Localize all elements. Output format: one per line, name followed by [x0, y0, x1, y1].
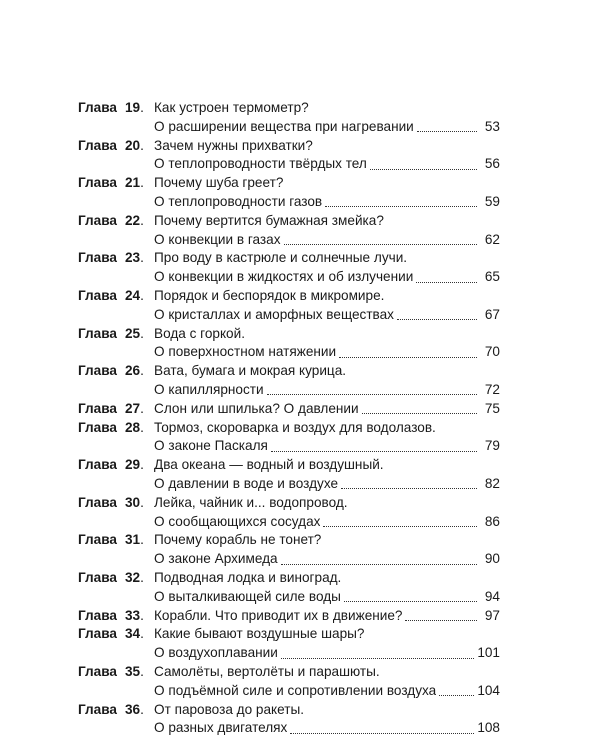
chapter-word: Глава [78, 457, 117, 473]
toc-chapter[interactable] [78, 137, 500, 175]
dot-leader [284, 243, 478, 245]
chapter-subtitle-line [78, 306, 500, 325]
chapter-subtitle-line [78, 437, 500, 456]
chapter-label: Глава 29 . [78, 456, 154, 475]
dot-leader [341, 487, 477, 489]
dot-leader [281, 657, 474, 659]
chapter-title-line [78, 174, 500, 193]
chapter-title: Вата, бумага и мокрая курица. [154, 363, 347, 379]
chapter-label: Глава 30 . [78, 494, 154, 513]
toc-chapter[interactable] [78, 99, 500, 137]
dot-leader [439, 694, 474, 696]
chapter-label: Глава 24 . [78, 287, 154, 306]
chapter-page-number: 56 [484, 156, 500, 172]
chapter-number: 33 [124, 607, 141, 623]
chapter-page-number: 62 [484, 231, 500, 247]
chapter-word: Глава [78, 663, 117, 679]
dot-leader [417, 130, 477, 132]
dot-leader [271, 450, 477, 452]
toc-chapter[interactable] [78, 362, 500, 400]
dot-leader [267, 393, 477, 395]
chapter-subtitle: О теплопроводности твёрдых тел [154, 156, 367, 172]
chapter-title-line [78, 99, 500, 118]
chapter-title-line [78, 531, 500, 550]
chapter-number: 31 [124, 532, 141, 548]
chapter-title: Почему корабль не тонет? [154, 532, 322, 548]
chapter-subtitle-line [78, 682, 500, 701]
chapter-title: Как устроен термометр? [154, 100, 309, 115]
chapter-label: Глава 25 . [78, 325, 154, 344]
chapter-word: Глава [78, 100, 117, 115]
chapter-number: 24 [124, 287, 141, 303]
chapter-number: 26 [124, 363, 141, 379]
chapter-title: Подводная лодка и виноград. [154, 569, 342, 585]
toc-chapter[interactable] [78, 569, 500, 607]
chapter-label: Глава 26 . [78, 362, 154, 381]
dot-leader [416, 281, 477, 283]
chapter-subtitle-line [78, 268, 500, 287]
chapter-label: Глава 31 . [78, 531, 154, 550]
chapter-title-line [78, 607, 500, 626]
chapter-title: Самолёты, вертолёты и парашюты. [154, 663, 380, 679]
chapter-subtitle: О конвекции в жидкостях и об излучении [154, 269, 414, 285]
chapter-subtitle-line [78, 475, 500, 494]
chapter-title-line [78, 663, 500, 682]
chapter-word: Глава [78, 532, 117, 548]
chapter-word: Глава [78, 363, 117, 379]
chapter-title-line [78, 400, 500, 419]
dot-leader [281, 563, 477, 565]
chapter-word: Глава [78, 212, 117, 228]
chapter-title: Какие бывают воздушные шары? [154, 626, 365, 642]
chapter-word: Глава [78, 325, 117, 341]
chapter-number: 28 [124, 419, 141, 435]
chapter-title-line [78, 137, 500, 156]
chapter-number: 23 [124, 250, 141, 266]
chapter-title-line [78, 569, 500, 588]
chapter-label: Глава 28 . [78, 419, 154, 438]
chapter-number: 29 [124, 457, 141, 473]
chapter-subtitle-line [78, 155, 500, 174]
chapter-page-number: 86 [484, 513, 500, 529]
chapter-number: 19 [124, 100, 141, 115]
chapter-title-line [78, 212, 500, 231]
chapter-page-number: 90 [484, 551, 500, 567]
chapter-subtitle: О конвекции в газах [154, 231, 281, 247]
chapter-title-line [78, 456, 500, 475]
chapter-number: 22 [124, 212, 141, 228]
chapter-title: Про воду в кастрюле и солнечные лучи. [154, 250, 408, 266]
chapter-title: Лейка, чайник и... водопровод. [154, 494, 348, 510]
toc-chapter[interactable] [78, 419, 500, 457]
chapter-subtitle: О кристаллах и аморфных веществах [154, 306, 394, 322]
chapter-subtitle: О законе Архимеда [154, 551, 278, 567]
toc-chapter[interactable] [78, 249, 500, 287]
chapter-word: Глава [78, 137, 117, 153]
toc-chapter[interactable] [78, 663, 500, 701]
toc-chapter[interactable] [78, 174, 500, 212]
chapter-word: Глава [78, 607, 117, 623]
toc-chapter[interactable] [78, 400, 500, 419]
chapter-number: 35 [124, 663, 141, 679]
dot-leader [290, 732, 474, 734]
chapter-word: Глава [78, 287, 117, 303]
chapter-title-line [78, 249, 500, 268]
chapter-title-line [78, 625, 500, 644]
chapter-label: Глава 34 . [78, 625, 154, 644]
chapter-title: Почему вертится бумажная змейка? [154, 212, 384, 228]
toc-chapter[interactable] [78, 494, 500, 532]
chapter-label: Глава 36 . [78, 701, 154, 720]
chapter-subtitle: О подъёмной силе и сопротивлении воздуха [154, 682, 437, 698]
chapter-subtitle-line [78, 644, 500, 663]
chapter-title: Корабли. Что приводит их в движение? [154, 607, 403, 623]
chapter-word: Глава [78, 494, 117, 510]
chapter-label: Глава 19 . [78, 99, 154, 118]
chapter-title-line [78, 287, 500, 306]
chapter-number: 21 [124, 175, 141, 191]
chapter-subtitle: О капиллярности [154, 381, 264, 397]
toc-chapter[interactable] [78, 607, 500, 626]
chapter-subtitle: О разных двигателях [154, 720, 288, 736]
chapter-title-line [78, 325, 500, 344]
chapter-subtitle: О теплопроводности газов [154, 193, 323, 209]
dot-leader [323, 525, 477, 527]
chapter-title: Слон или шпилька? О давлении [154, 400, 359, 416]
toc-chapter[interactable] [78, 212, 500, 250]
chapter-subtitle-line [78, 381, 500, 400]
chapter-title: От паровоза до ракеты. [154, 701, 305, 717]
chapter-title-line [78, 701, 500, 720]
chapter-subtitle: О сообщающихся сосудах [154, 513, 321, 529]
chapter-word: Глава [78, 419, 117, 435]
chapter-title-line [78, 419, 500, 438]
dot-leader [405, 619, 477, 621]
chapter-word: Глава [78, 626, 117, 642]
chapter-number: 32 [124, 569, 141, 585]
dot-leader [362, 412, 477, 414]
toc-chapter[interactable] [78, 287, 500, 325]
chapter-subtitle-line [78, 118, 500, 137]
chapter-page-number: 108 [477, 720, 500, 736]
dot-leader [339, 356, 477, 358]
chapter-subtitle: О воздухоплавании [154, 645, 278, 661]
chapter-page-number: 59 [484, 193, 500, 209]
chapter-subtitle-line [78, 513, 500, 532]
chapter-number: 27 [124, 400, 141, 416]
chapter-page-number: 75 [484, 400, 500, 416]
chapter-subtitle-line [78, 231, 500, 250]
toc-chapter[interactable] [78, 325, 500, 363]
chapter-title: Порядок и беспорядок в микромире. [154, 287, 385, 303]
dot-leader [370, 168, 477, 170]
chapter-subtitle-line [78, 550, 500, 569]
chapter-subtitle: О выталкивающей силе воды [154, 588, 341, 604]
chapter-page-number: 82 [484, 475, 500, 491]
chapter-page-number: 101 [477, 645, 500, 661]
chapter-title: Тормоз, скороварка и воздух для водолазов. [154, 419, 436, 435]
chapter-subtitle-line [78, 193, 500, 212]
toc-chapter[interactable] [78, 625, 500, 663]
chapter-label: Глава 27 . [78, 400, 154, 419]
dot-leader [344, 600, 477, 602]
chapter-title-line [78, 362, 500, 381]
chapter-word: Глава [78, 400, 117, 416]
chapter-page-number: 67 [484, 306, 500, 322]
chapter-label: Глава 22 . [78, 212, 154, 231]
chapter-label: Глава 23 . [78, 249, 154, 268]
chapter-subtitle: О расширении вещества при нагревании [154, 118, 414, 134]
chapter-title: Два океана — водный и воздушный. [154, 457, 384, 473]
chapter-number: 30 [124, 494, 141, 510]
chapter-title: Зачем нужны прихватки? [154, 137, 313, 153]
chapter-word: Глава [78, 569, 117, 585]
chapter-label: Глава 20 . [78, 137, 154, 156]
chapter-page-number: 70 [484, 344, 500, 360]
table-of-contents [78, 99, 500, 738]
chapter-title: Почему шуба греет? [154, 175, 284, 191]
chapter-page-number: 79 [484, 438, 500, 454]
chapter-page-number: 104 [477, 682, 500, 698]
chapter-label: Глава 21 . [78, 174, 154, 193]
chapter-page-number: 97 [484, 607, 500, 623]
chapter-word: Глава [78, 175, 117, 191]
chapter-label: Глава 32 . [78, 569, 154, 588]
dot-leader [397, 318, 477, 320]
chapter-number: 36 [124, 701, 141, 717]
chapter-number: 34 [124, 626, 141, 642]
chapter-title-line [78, 494, 500, 513]
chapter-subtitle-line [78, 588, 500, 607]
chapter-subtitle: О поверхностном натяжении [154, 344, 337, 360]
chapter-subtitle: О законе Паскаля [154, 438, 268, 454]
chapter-title: Вода с горкой. [154, 325, 245, 341]
chapter-number: 20 [124, 137, 141, 153]
toc-chapter[interactable] [78, 701, 500, 739]
chapter-label: Глава 33 . [78, 607, 154, 626]
chapter-page-number: 53 [484, 118, 500, 134]
dot-leader [325, 205, 477, 207]
chapter-number: 25 [124, 325, 141, 341]
chapter-page-number: 94 [484, 588, 500, 604]
chapter-word: Глава [78, 701, 117, 717]
chapter-subtitle-line [78, 719, 500, 738]
chapter-label: Глава 35 . [78, 663, 154, 682]
toc-chapter[interactable] [78, 456, 500, 494]
chapter-page-number: 65 [484, 269, 500, 285]
chapter-word: Глава [78, 250, 117, 266]
toc-chapter[interactable] [78, 531, 500, 569]
chapter-page-number: 72 [484, 381, 500, 397]
chapter-subtitle-line [78, 343, 500, 362]
chapter-subtitle: О давлении в воде и воздухе [154, 475, 339, 491]
